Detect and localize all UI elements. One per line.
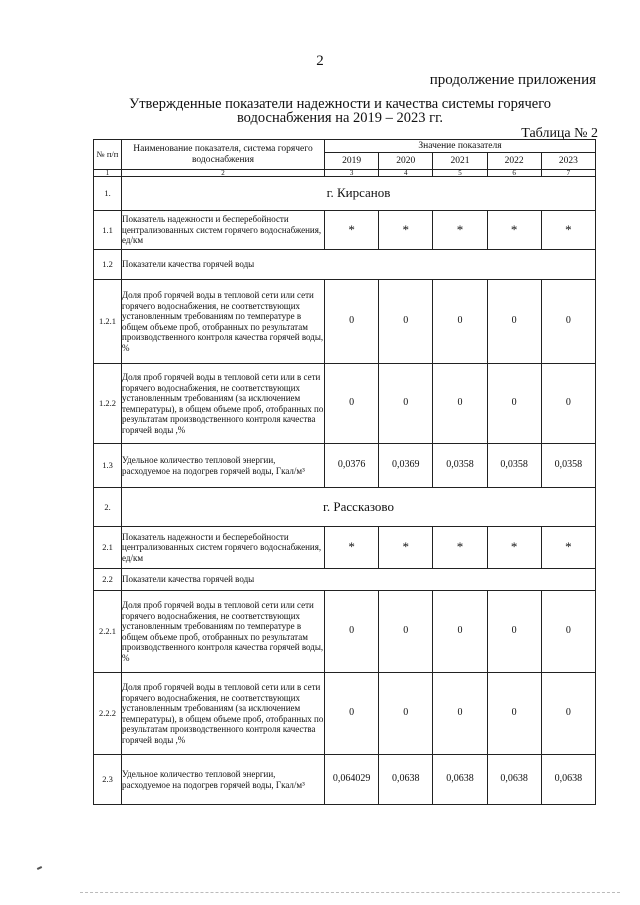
header-year: 2022 xyxy=(487,153,541,170)
section-number: 1. xyxy=(94,177,122,211)
value-cell: 0 xyxy=(433,673,487,755)
indicators-table xyxy=(93,139,596,805)
page-number: 2 xyxy=(316,53,324,69)
indicator-name: Доля проб горячей воды в тепловой сети или сети горячего водоснабжения, не соответствующих установленным требованиям по температуре в общем объеме проб, отобранных по результатам производственного контроля качества горячей воды, % xyxy=(122,280,325,364)
value-cell: * xyxy=(379,211,433,250)
value-cell: 0 xyxy=(433,364,487,444)
column-index: 4 xyxy=(379,170,433,177)
value-cell: 0 xyxy=(379,364,433,444)
value-cell: 0,0638 xyxy=(433,755,487,805)
table-row xyxy=(94,755,596,805)
indicator-name: Удельное количество тепловой энергии, расходуемое на подогрев горячей воды, Гкал/м³ xyxy=(122,755,325,805)
value-cell: * xyxy=(433,211,487,250)
document-title xyxy=(100,97,580,125)
header-year: 2023 xyxy=(541,153,595,170)
title-line-1: Утвержденные показатели надежности и качества системы горячего xyxy=(128,96,552,112)
row-number: 2.2 xyxy=(94,569,122,591)
subsection-title: Показатели качества горячей воды xyxy=(122,250,596,280)
section-title: г. Кирсанов xyxy=(122,177,596,211)
value-cell: * xyxy=(379,527,433,569)
indicator-name: Показатель надежности и бесперебойности централизованных систем горячего водоснабжения, ед/км xyxy=(122,527,325,569)
column-index: 5 xyxy=(433,170,487,177)
appendix-label: продолжение приложения xyxy=(429,72,596,88)
column-index: 7 xyxy=(541,170,595,177)
table-row xyxy=(94,364,596,444)
value-cell: * xyxy=(487,211,541,250)
row-number: 1.2.2 xyxy=(94,364,122,444)
value-cell: 0 xyxy=(325,280,379,364)
scan-artifact xyxy=(37,866,42,870)
table-label: Таблица № 2 xyxy=(521,126,598,141)
value-cell: 0 xyxy=(433,591,487,673)
column-index: 6 xyxy=(487,170,541,177)
value-cell: 0,0358 xyxy=(487,444,541,488)
value-cell: 0 xyxy=(487,673,541,755)
row-number: 1.1 xyxy=(94,211,122,250)
value-cell: 0,0358 xyxy=(433,444,487,488)
indicator-name: Доля проб горячей воды в тепловой сети или сети горячего водоснабжения, не соответствующих установленным требованиям по температуре в общем объеме проб, отобранных по результатам производственного контроля качества горячей воды, % xyxy=(122,591,325,673)
row-number: 1.2 xyxy=(94,250,122,280)
value-cell: * xyxy=(541,527,595,569)
value-cell: 0 xyxy=(487,280,541,364)
header-num: № п/п xyxy=(94,140,122,170)
value-cell: * xyxy=(487,527,541,569)
title-line-2: водоснабжения на 2019 – 2023 гг. xyxy=(236,110,444,126)
table-body xyxy=(94,177,596,805)
table-row xyxy=(94,250,596,280)
column-index: 1 xyxy=(94,170,122,177)
section-number: 2. xyxy=(94,488,122,527)
value-cell: 0 xyxy=(541,280,595,364)
header-value-group: Значение показателя xyxy=(325,140,596,153)
value-cell: 0 xyxy=(487,591,541,673)
value-cell: 0 xyxy=(487,364,541,444)
row-number: 2.2.1 xyxy=(94,591,122,673)
table-header xyxy=(94,140,596,177)
table-row xyxy=(94,569,596,591)
value-cell: 0 xyxy=(325,673,379,755)
table-row xyxy=(94,591,596,673)
table-row xyxy=(94,444,596,488)
column-index: 2 xyxy=(122,170,325,177)
value-cell: * xyxy=(325,211,379,250)
value-cell: 0 xyxy=(541,673,595,755)
header-year: 2020 xyxy=(379,153,433,170)
row-number: 2.1 xyxy=(94,527,122,569)
value-cell: * xyxy=(325,527,379,569)
value-cell: 0,064029 xyxy=(325,755,379,805)
value-cell: 0 xyxy=(541,364,595,444)
value-cell: 0,0638 xyxy=(487,755,541,805)
value-cell: 0,0638 xyxy=(541,755,595,805)
section-title: г. Рассказово xyxy=(122,488,596,527)
table-row xyxy=(94,211,596,250)
value-cell: 0 xyxy=(433,280,487,364)
value-cell: 0 xyxy=(379,591,433,673)
row-number: 2.3 xyxy=(94,755,122,805)
subsection-title: Показатели качества горячей воды xyxy=(122,569,596,591)
header-year: 2019 xyxy=(325,153,379,170)
indicator-name: Показатель надежности и бесперебойности централизованных систем горячего водоснабжения, ед/км xyxy=(122,211,325,250)
page-edge-line xyxy=(80,892,620,893)
indicator-name: Удельное количество тепловой энергии, расходуемое на подогрев горячей воды, Гкал/м³ xyxy=(122,444,325,488)
value-cell: 0 xyxy=(325,591,379,673)
value-cell: * xyxy=(541,211,595,250)
indicator-name: Доля проб горячей воды в тепловой сети или в сети горячего водоснабжения, не соответствующих установленным требованиям (за исключением температуры), в общем объеме проб, отобранных по результатам производственного контроля качества горячей воды ,% xyxy=(122,673,325,755)
section-row xyxy=(94,177,596,211)
table-row xyxy=(94,527,596,569)
value-cell: 0,0369 xyxy=(379,444,433,488)
indicator-name: Доля проб горячей воды в тепловой сети или в сети горячего водоснабжения, не соответствующих установленным требованиям (за исключением температуры), в общем объеме проб, отобранных по результатам производственного контроля качества горячей воды ,% xyxy=(122,364,325,444)
value-cell: 0 xyxy=(379,673,433,755)
row-number: 1.2.1 xyxy=(94,280,122,364)
header-year: 2021 xyxy=(433,153,487,170)
value-cell: 0,0376 xyxy=(325,444,379,488)
value-cell: * xyxy=(433,527,487,569)
column-index-row xyxy=(94,170,596,177)
value-cell: 0,0638 xyxy=(379,755,433,805)
table-row xyxy=(94,280,596,364)
row-number: 2.2.2 xyxy=(94,673,122,755)
table-row xyxy=(94,673,596,755)
header-name: Наименование показателя, система горячего водоснабжения xyxy=(122,140,325,170)
value-cell: 0,0358 xyxy=(541,444,595,488)
value-cell: 0 xyxy=(541,591,595,673)
value-cell: 0 xyxy=(325,364,379,444)
column-index: 3 xyxy=(325,170,379,177)
value-cell: 0 xyxy=(379,280,433,364)
section-row xyxy=(94,488,596,527)
row-number: 1.3 xyxy=(94,444,122,488)
